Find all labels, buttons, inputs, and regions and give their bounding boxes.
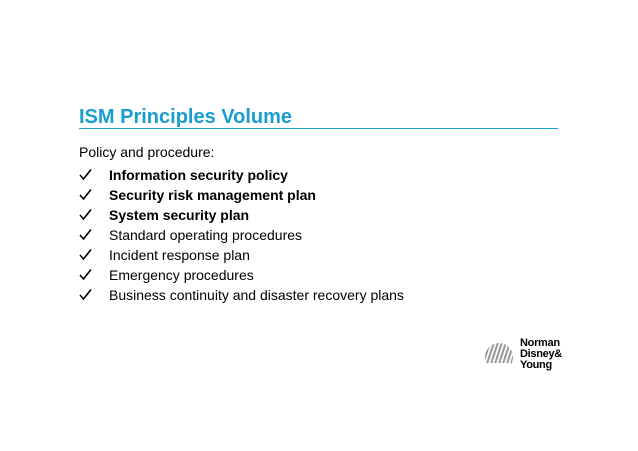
intro-text: Policy and procedure:: [79, 144, 215, 160]
company-logo: [484, 338, 574, 374]
logo-line: Disney&: [520, 348, 562, 360]
bullet-label: Incident response plan: [109, 247, 250, 263]
company-logo-text: [520, 338, 562, 371]
bullet-label: Information security policy: [109, 167, 288, 183]
bullet-label: Business continuity and disaster recovery plans: [109, 287, 404, 303]
checkmark-icon: [79, 285, 95, 305]
checkmark-icon: [79, 225, 95, 245]
slide-title: ISM Principles Volume: [79, 106, 293, 128]
company-logo-icon: [484, 342, 516, 372]
checkmark-icon: [79, 205, 95, 225]
bullet-label: Standard operating procedures: [109, 227, 303, 243]
bullet-label: Emergency procedures: [109, 267, 254, 283]
checkmark-icon: [79, 265, 95, 285]
bullet-label: System security plan: [109, 207, 250, 223]
bullet-label: Security risk management plan: [109, 187, 316, 203]
checkmark-icon: [79, 185, 95, 205]
checkmark-icon: [79, 165, 95, 185]
checkmark-icon: [79, 245, 95, 265]
logo-line: Norman: [520, 337, 560, 349]
logo-line: Young: [520, 359, 552, 371]
title-underline: [79, 128, 558, 129]
